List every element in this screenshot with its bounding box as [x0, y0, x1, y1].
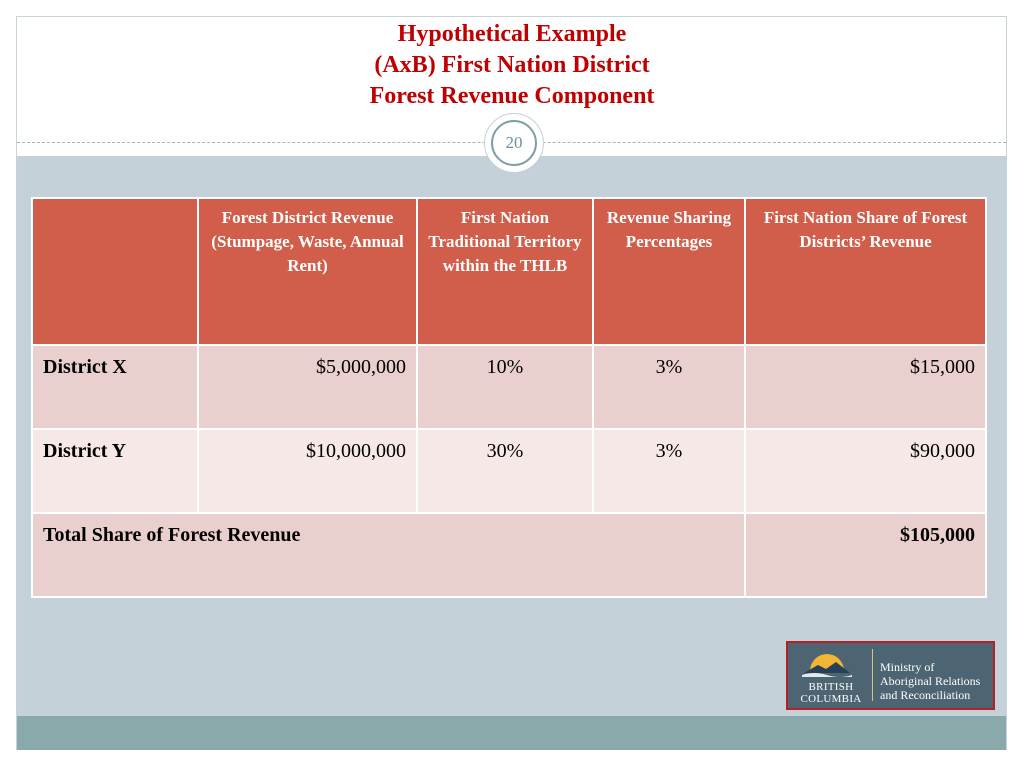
row-share: $15,000 [745, 345, 986, 429]
page-number-badge [484, 113, 544, 173]
total-label: Total Share of Forest Revenue [32, 513, 745, 597]
row-district-label: District X [32, 345, 198, 429]
total-value: $105,000 [745, 513, 986, 597]
header-first-nation-share: First Nation Share of Forest Districts’ Revenue [745, 198, 986, 345]
row-district-label: District Y [32, 429, 198, 513]
row-territory: 10% [417, 345, 593, 429]
table-row [32, 429, 986, 513]
title-line-1: Hypothetical Example [397, 21, 627, 47]
row-territory: 30% [417, 429, 593, 513]
row-share: $90,000 [745, 429, 986, 513]
ministry-name [880, 660, 995, 702]
revenue-table [31, 197, 987, 598]
bc-wordmark [796, 681, 866, 705]
header-cell-empty [32, 198, 198, 345]
title-line-3: Forest Revenue Component [369, 83, 655, 109]
bc-line-2: COLUMBIA [800, 693, 862, 705]
page-number: 20 [491, 120, 537, 166]
header-forest-district-revenue: Forest District Revenue (Stumpage, Waste, Annual Rent) [198, 198, 417, 345]
title-line-2: (AxB) First Nation District [374, 52, 650, 78]
header-traditional-territory: First Nation Traditional Territory within the THLB [417, 198, 593, 345]
row-revenue: $10,000,000 [198, 429, 417, 513]
table-header-row [32, 198, 986, 345]
logo-divider [872, 649, 873, 701]
footer-band [17, 716, 1006, 750]
row-sharing: 3% [593, 345, 745, 429]
bc-ministry-logo [786, 641, 995, 710]
bc-line-1: BRITISH [808, 681, 854, 693]
total-row [32, 513, 986, 597]
row-sharing: 3% [593, 429, 745, 513]
header-revenue-sharing: Revenue Sharing Percentages [593, 198, 745, 345]
ministry-line-2: Aboriginal Relations [880, 674, 981, 688]
slide-title [0, 19, 1024, 112]
ministry-line-3: and Reconciliation [880, 688, 971, 702]
bc-sun-icon [802, 649, 852, 677]
ministry-line-1: Ministry of [880, 660, 935, 674]
table-row [32, 345, 986, 429]
row-revenue: $5,000,000 [198, 345, 417, 429]
